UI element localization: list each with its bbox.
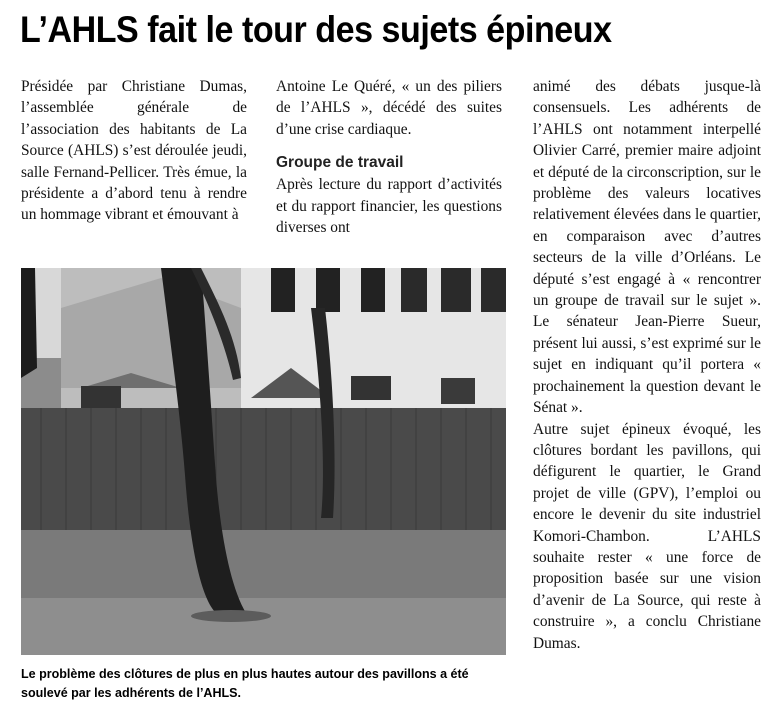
article-column-3 [533, 76, 761, 654]
body-paragraph: Présidée par Christiane Dumas, l’assemblée générale de l’association des habitants de La Source (AHLS) s’est déroulée jeudi, salle Fernand-Pellicer. Très émue, la présidente a d’abord tenu à rendre un hommage vibrant et émouvant à [21, 78, 247, 224]
fence-house-photo [21, 268, 506, 655]
article-column-2 [276, 76, 502, 238]
body-paragraph: Antoine Le Quéré, « un des piliers de l’AHLS », décédé des suites d’une crise cardiaque. [276, 78, 502, 138]
body-paragraph: animé des débats jusque-là consensuels. Les adhérents de l’AHLS ont notamment interpellé Olivier Carré, premier maire adjoint et député de la circonscription, sur le problème des valeurs locatives relativement élevées dans le quartier, en comparaison avec d’autres secteurs de la ville d’Orléans. Le député s’est engagé à « rencontrer un groupe de travail sur le sujet ». Le sénateur Jean-Pierre Sueur, présent lui aussi, s’est exprimé sur le sujet en indiquant qu’il portera « prochainement la question devant le Sénat ». [533, 78, 761, 417]
article-column-1 [21, 76, 247, 226]
article-headline: L’AHLS fait le tour des sujets épineux [20, 9, 612, 50]
body-paragraph: Après lecture du rapport d’activités et du rapport financier, les questions diverses ont [276, 176, 502, 237]
article-photo [21, 268, 506, 655]
section-subhead: Groupe de travail [276, 154, 404, 172]
photo-caption: Le problème des clôtures de plus en plus hautes autour des pavillons a été soulevé par les adhérents de l’AHLS. [21, 666, 469, 700]
body-paragraph: Autre sujet épineux évoqué, les clôtures bordant les pavillons, qui défigurent le quartier, le Grand projet de ville (GPV), l’emploi ou encore le devenir du site industriel Komori-Chambon. L’AHLS souhaite rester « une force de proposition basée sur une vision d’avenir de La Source, qui reste à construire », a conclu Christiane Dumas. [533, 420, 761, 652]
